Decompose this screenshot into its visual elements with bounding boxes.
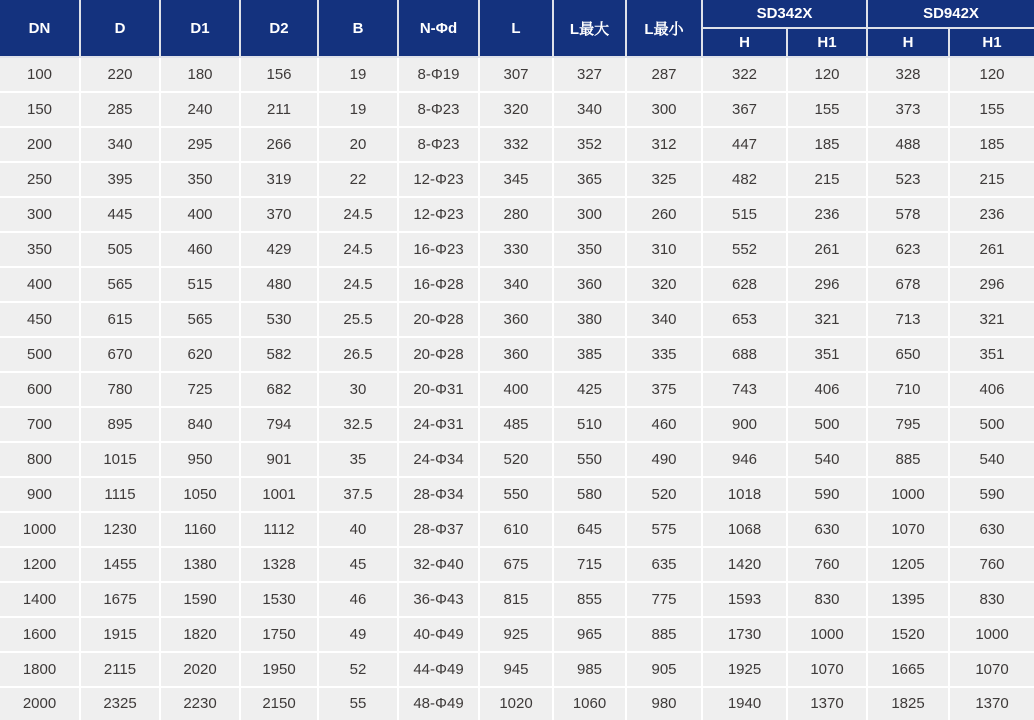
table-cell: 352 <box>553 127 626 162</box>
table-cell: 682 <box>240 372 318 407</box>
table-cell: 328 <box>867 57 949 92</box>
table-cell: 760 <box>787 547 867 582</box>
table-cell: 312 <box>626 127 702 162</box>
table-row <box>0 512 1034 547</box>
table-cell: 628 <box>702 267 787 302</box>
table-cell: 52 <box>318 652 398 687</box>
table-cell: 1950 <box>240 652 318 687</box>
table-cell: 743 <box>702 372 787 407</box>
table-cell: 447 <box>702 127 787 162</box>
table-cell: 32.5 <box>318 407 398 442</box>
table-cell: 675 <box>479 547 553 582</box>
table-cell: 320 <box>479 92 553 127</box>
table-cell: 406 <box>949 372 1034 407</box>
table-cell: 211 <box>240 92 318 127</box>
table-row <box>0 547 1034 582</box>
table-cell: 653 <box>702 302 787 337</box>
table-cell: 2115 <box>80 652 160 687</box>
table-cell: 885 <box>626 617 702 652</box>
table-cell: 321 <box>787 302 867 337</box>
table-row <box>0 267 1034 302</box>
table-cell: 980 <box>626 687 702 720</box>
table-cell: 24.5 <box>318 197 398 232</box>
table-cell: 900 <box>702 407 787 442</box>
table-cell: 350 <box>553 232 626 267</box>
table-cell: 120 <box>787 57 867 92</box>
table-cell: 1070 <box>949 652 1034 687</box>
table-cell: 48-Φ49 <box>398 687 479 720</box>
table-cell: 385 <box>553 337 626 372</box>
table-cell: 261 <box>949 232 1034 267</box>
table-cell: 44-Φ49 <box>398 652 479 687</box>
table-cell: 2000 <box>0 687 80 720</box>
table-row <box>0 232 1034 267</box>
table-cell: 460 <box>626 407 702 442</box>
table-cell: 310 <box>626 232 702 267</box>
table-cell: 350 <box>160 162 240 197</box>
table-row <box>0 652 1034 687</box>
table-cell: 360 <box>553 267 626 302</box>
table-cell: 855 <box>553 582 626 617</box>
table-cell: 1915 <box>80 617 160 652</box>
table-cell: 24-Φ31 <box>398 407 479 442</box>
table-cell: 287 <box>626 57 702 92</box>
table-cell: 630 <box>787 512 867 547</box>
table-cell: 630 <box>949 512 1034 547</box>
table-cell: 236 <box>949 197 1034 232</box>
col-header-l: L <box>479 0 553 57</box>
table-cell: 45 <box>318 547 398 582</box>
table-cell: 2325 <box>80 687 160 720</box>
table-cell: 35 <box>318 442 398 477</box>
table-cell: 482 <box>702 162 787 197</box>
table-cell: 215 <box>949 162 1034 197</box>
table-cell: 1328 <box>240 547 318 582</box>
table-cell: 1940 <box>702 687 787 720</box>
table-cell: 295 <box>160 127 240 162</box>
table-cell: 1000 <box>0 512 80 547</box>
table-cell: 1820 <box>160 617 240 652</box>
table-cell: 490 <box>626 442 702 477</box>
table-cell: 1455 <box>80 547 160 582</box>
table-cell: 946 <box>702 442 787 477</box>
table-cell: 1730 <box>702 617 787 652</box>
table-cell: 550 <box>479 477 553 512</box>
table-cell: 500 <box>787 407 867 442</box>
table-cell: 322 <box>702 57 787 92</box>
table-cell: 55 <box>318 687 398 720</box>
table-row <box>0 162 1034 197</box>
table-cell: 1205 <box>867 547 949 582</box>
table-row <box>0 477 1034 512</box>
table-cell: 885 <box>867 442 949 477</box>
table-cell: 330 <box>479 232 553 267</box>
table-cell: 1000 <box>949 617 1034 652</box>
table-cell: 340 <box>80 127 160 162</box>
table-cell: 240 <box>160 92 240 127</box>
table-cell: 895 <box>80 407 160 442</box>
table-cell: 1600 <box>0 617 80 652</box>
table-cell: 550 <box>553 442 626 477</box>
table-cell: 901 <box>240 442 318 477</box>
table-cell: 615 <box>80 302 160 337</box>
col-header-l-min: L最小 <box>626 0 702 57</box>
col-group-sd942x: SD942X <box>867 0 1034 28</box>
table-cell: 28-Φ37 <box>398 512 479 547</box>
col-header-dn: DN <box>0 0 80 57</box>
table-cell: 1068 <box>702 512 787 547</box>
table-row <box>0 407 1034 442</box>
table-cell: 688 <box>702 337 787 372</box>
table-cell: 1400 <box>0 582 80 617</box>
table-cell: 1115 <box>80 477 160 512</box>
table-cell: 40-Φ49 <box>398 617 479 652</box>
table-cell: 830 <box>787 582 867 617</box>
table-cell: 156 <box>240 57 318 92</box>
table-cell: 1665 <box>867 652 949 687</box>
table-cell: 565 <box>80 267 160 302</box>
table-cell: 296 <box>949 267 1034 302</box>
table-cell: 37.5 <box>318 477 398 512</box>
table-cell: 25.5 <box>318 302 398 337</box>
table-cell: 395 <box>80 162 160 197</box>
table-row <box>0 302 1034 337</box>
table-cell: 296 <box>787 267 867 302</box>
table-cell: 510 <box>553 407 626 442</box>
table-cell: 590 <box>787 477 867 512</box>
table-cell: 925 <box>479 617 553 652</box>
table-cell: 1000 <box>867 477 949 512</box>
table-row <box>0 197 1034 232</box>
table-cell: 965 <box>553 617 626 652</box>
table-cell: 40 <box>318 512 398 547</box>
table-cell: 250 <box>0 162 80 197</box>
table-cell: 266 <box>240 127 318 162</box>
col-header-sd942x-h: H <box>867 28 949 57</box>
table-cell: 370 <box>240 197 318 232</box>
table-cell: 1395 <box>867 582 949 617</box>
table-cell: 332 <box>479 127 553 162</box>
table-cell: 375 <box>626 372 702 407</box>
table-cell: 300 <box>626 92 702 127</box>
table-cell: 645 <box>553 512 626 547</box>
table-cell: 1001 <box>240 477 318 512</box>
table-cell: 8-Φ23 <box>398 127 479 162</box>
table-cell: 32-Φ40 <box>398 547 479 582</box>
table-cell: 24.5 <box>318 232 398 267</box>
table-cell: 450 <box>0 302 80 337</box>
table-row <box>0 582 1034 617</box>
table-cell: 180 <box>160 57 240 92</box>
table-cell: 285 <box>80 92 160 127</box>
table-row <box>0 92 1034 127</box>
table-cell: 24.5 <box>318 267 398 302</box>
col-header-d: D <box>80 0 160 57</box>
table-cell: 460 <box>160 232 240 267</box>
table-cell: 1675 <box>80 582 160 617</box>
table-cell: 16-Φ23 <box>398 232 479 267</box>
table-cell: 520 <box>626 477 702 512</box>
table-cell: 49 <box>318 617 398 652</box>
table-cell: 12-Φ23 <box>398 197 479 232</box>
table-cell: 1050 <box>160 477 240 512</box>
table-cell: 780 <box>80 372 160 407</box>
table-cell: 20-Φ28 <box>398 302 479 337</box>
table-cell: 710 <box>867 372 949 407</box>
table-cell: 540 <box>949 442 1034 477</box>
table-cell: 340 <box>553 92 626 127</box>
table-cell: 1800 <box>0 652 80 687</box>
table-cell: 1825 <box>867 687 949 720</box>
table-cell: 480 <box>240 267 318 302</box>
table-cell: 16-Φ28 <box>398 267 479 302</box>
table-cell: 36-Φ43 <box>398 582 479 617</box>
table-cell: 2020 <box>160 652 240 687</box>
table-cell: 760 <box>949 547 1034 582</box>
table-body <box>0 57 1034 720</box>
col-header-l-max: L最大 <box>553 0 626 57</box>
table-cell: 185 <box>949 127 1034 162</box>
table-cell: 20 <box>318 127 398 162</box>
table-cell: 488 <box>867 127 949 162</box>
table-cell: 340 <box>626 302 702 337</box>
table-cell: 351 <box>949 337 1034 372</box>
table-cell: 552 <box>702 232 787 267</box>
table-header <box>0 0 1034 57</box>
table-cell: 830 <box>949 582 1034 617</box>
table-cell: 46 <box>318 582 398 617</box>
table-cell: 582 <box>240 337 318 372</box>
table-cell: 945 <box>479 652 553 687</box>
table-cell: 795 <box>867 407 949 442</box>
table-cell: 345 <box>479 162 553 197</box>
col-header-sd342x-h: H <box>702 28 787 57</box>
table-cell: 24-Φ34 <box>398 442 479 477</box>
table-cell: 335 <box>626 337 702 372</box>
table-row <box>0 372 1034 407</box>
table-cell: 320 <box>626 267 702 302</box>
table-cell: 22 <box>318 162 398 197</box>
table-cell: 155 <box>949 92 1034 127</box>
table-cell: 500 <box>949 407 1034 442</box>
col-group-sd342x: SD342X <box>702 0 867 28</box>
table-cell: 1070 <box>787 652 867 687</box>
table-cell: 900 <box>0 477 80 512</box>
table-row <box>0 442 1034 477</box>
table-cell: 307 <box>479 57 553 92</box>
table-cell: 1200 <box>0 547 80 582</box>
table-cell: 300 <box>0 197 80 232</box>
table-row <box>0 337 1034 372</box>
table-cell: 261 <box>787 232 867 267</box>
table-cell: 1590 <box>160 582 240 617</box>
table-cell: 19 <box>318 57 398 92</box>
table-cell: 260 <box>626 197 702 232</box>
table-cell: 200 <box>0 127 80 162</box>
table-cell: 485 <box>479 407 553 442</box>
col-header-n-phi-d: N-Φd <box>398 0 479 57</box>
table-cell: 360 <box>479 337 553 372</box>
table-cell: 505 <box>80 232 160 267</box>
table-cell: 319 <box>240 162 318 197</box>
table-cell: 1370 <box>949 687 1034 720</box>
table-cell: 1018 <box>702 477 787 512</box>
col-header-sd342x-h1: H1 <box>787 28 867 57</box>
table-cell: 578 <box>867 197 949 232</box>
table-cell: 325 <box>626 162 702 197</box>
table-cell: 725 <box>160 372 240 407</box>
table-cell: 520 <box>479 442 553 477</box>
table-cell: 540 <box>787 442 867 477</box>
table-cell: 400 <box>0 267 80 302</box>
table-cell: 327 <box>553 57 626 92</box>
table-cell: 985 <box>553 652 626 687</box>
table-cell: 565 <box>160 302 240 337</box>
table-cell: 515 <box>702 197 787 232</box>
table-cell: 775 <box>626 582 702 617</box>
table-cell: 523 <box>867 162 949 197</box>
col-header-b: B <box>318 0 398 57</box>
table-cell: 600 <box>0 372 80 407</box>
table-cell: 700 <box>0 407 80 442</box>
table-cell: 800 <box>0 442 80 477</box>
table-cell: 150 <box>0 92 80 127</box>
table-cell: 950 <box>160 442 240 477</box>
table-cell: 623 <box>867 232 949 267</box>
table-cell: 380 <box>553 302 626 337</box>
table-cell: 367 <box>702 92 787 127</box>
table-cell: 905 <box>626 652 702 687</box>
table-cell: 26.5 <box>318 337 398 372</box>
table-cell: 590 <box>949 477 1034 512</box>
table-cell: 120 <box>949 57 1034 92</box>
table-cell: 635 <box>626 547 702 582</box>
table-cell: 12-Φ23 <box>398 162 479 197</box>
table-cell: 713 <box>867 302 949 337</box>
table-row <box>0 127 1034 162</box>
table-cell: 530 <box>240 302 318 337</box>
table-cell: 400 <box>479 372 553 407</box>
table-cell: 445 <box>80 197 160 232</box>
table-cell: 1060 <box>553 687 626 720</box>
col-header-d1: D1 <box>160 0 240 57</box>
table-cell: 300 <box>553 197 626 232</box>
table-cell: 678 <box>867 267 949 302</box>
table-cell: 340 <box>479 267 553 302</box>
table-cell: 351 <box>787 337 867 372</box>
table-cell: 215 <box>787 162 867 197</box>
table-cell: 30 <box>318 372 398 407</box>
table-cell: 185 <box>787 127 867 162</box>
table-cell: 620 <box>160 337 240 372</box>
table-cell: 8-Φ19 <box>398 57 479 92</box>
table-cell: 610 <box>479 512 553 547</box>
table-cell: 360 <box>479 302 553 337</box>
table-cell: 1070 <box>867 512 949 547</box>
table-cell: 400 <box>160 197 240 232</box>
table-cell: 1925 <box>702 652 787 687</box>
table-cell: 220 <box>80 57 160 92</box>
table-cell: 650 <box>867 337 949 372</box>
table-cell: 1020 <box>479 687 553 720</box>
table-cell: 1370 <box>787 687 867 720</box>
table-cell: 1593 <box>702 582 787 617</box>
table-cell: 575 <box>626 512 702 547</box>
table-cell: 1420 <box>702 547 787 582</box>
table-cell: 100 <box>0 57 80 92</box>
table-cell: 155 <box>787 92 867 127</box>
table-cell: 715 <box>553 547 626 582</box>
table-cell: 1160 <box>160 512 240 547</box>
col-header-d2: D2 <box>240 0 318 57</box>
table-cell: 429 <box>240 232 318 267</box>
table-cell: 500 <box>0 337 80 372</box>
table-cell: 236 <box>787 197 867 232</box>
table-cell: 28-Φ34 <box>398 477 479 512</box>
table-cell: 19 <box>318 92 398 127</box>
table-cell: 580 <box>553 477 626 512</box>
table-cell: 1112 <box>240 512 318 547</box>
table-cell: 20-Φ31 <box>398 372 479 407</box>
table-cell: 1750 <box>240 617 318 652</box>
table-cell: 373 <box>867 92 949 127</box>
table-cell: 365 <box>553 162 626 197</box>
table-cell: 815 <box>479 582 553 617</box>
table-cell: 2230 <box>160 687 240 720</box>
table-cell: 1380 <box>160 547 240 582</box>
col-header-sd942x-h1: H1 <box>949 28 1034 57</box>
table-cell: 350 <box>0 232 80 267</box>
table-cell: 406 <box>787 372 867 407</box>
table-cell: 1000 <box>787 617 867 652</box>
table-cell: 8-Φ23 <box>398 92 479 127</box>
table-cell: 794 <box>240 407 318 442</box>
table-cell: 1530 <box>240 582 318 617</box>
table-cell: 670 <box>80 337 160 372</box>
table-row <box>0 687 1034 720</box>
table-cell: 840 <box>160 407 240 442</box>
table-cell: 1230 <box>80 512 160 547</box>
table-row <box>0 57 1034 92</box>
table-cell: 1520 <box>867 617 949 652</box>
table-cell: 2150 <box>240 687 318 720</box>
table-row <box>0 617 1034 652</box>
table-cell: 425 <box>553 372 626 407</box>
table-cell: 321 <box>949 302 1034 337</box>
table-cell: 1015 <box>80 442 160 477</box>
table-cell: 280 <box>479 197 553 232</box>
table-cell: 515 <box>160 267 240 302</box>
table-cell: 20-Φ28 <box>398 337 479 372</box>
